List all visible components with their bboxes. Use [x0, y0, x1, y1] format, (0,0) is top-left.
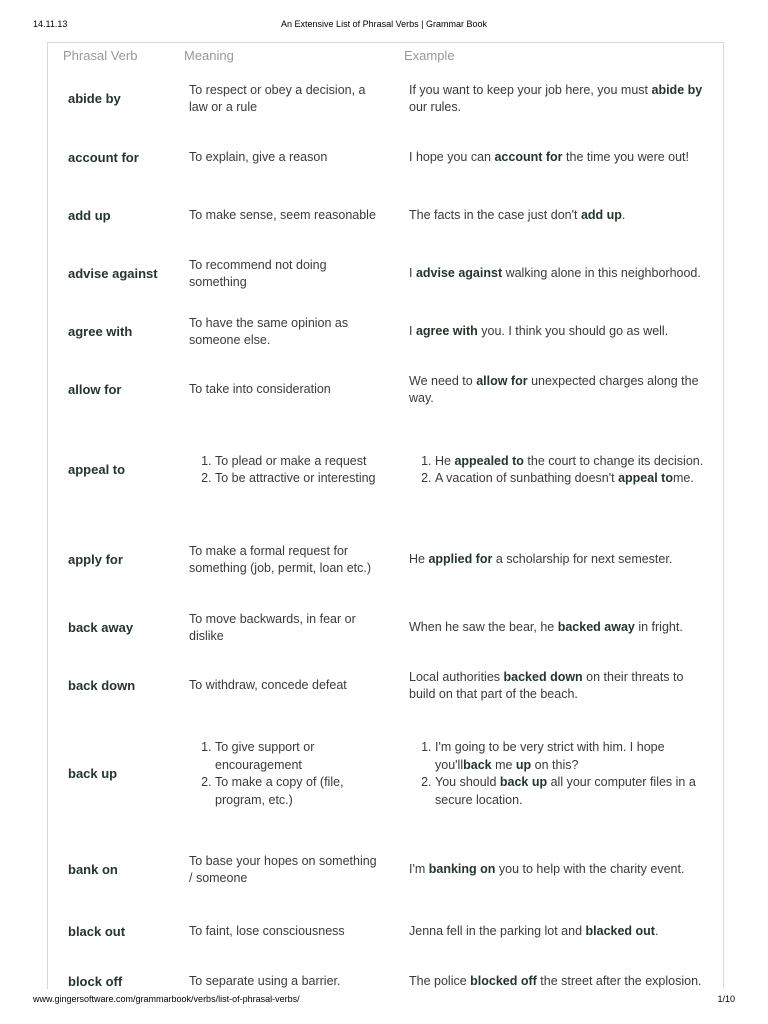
page-url: www.gingersoftware.com/grammarbook/verbs/list-of-phrasal-verbs/: [33, 994, 300, 1004]
example-text: you to help with the charity event.: [495, 862, 685, 877]
example-text: When he saw the bear, he: [409, 620, 558, 635]
meaning: To move backwards, in fear or dislike: [189, 611, 356, 643]
highlighted-phrasal-verb: banking on: [428, 862, 496, 877]
meaning: To make sense, seem reasonable: [189, 208, 376, 223]
table-header: [48, 43, 723, 71]
example-text: walking alone in this neighborhood.: [502, 266, 701, 281]
highlighted-phrasal-verb: applied for: [428, 552, 493, 567]
example-text: .: [654, 924, 659, 939]
table-row: [48, 71, 723, 127]
example-text: a scholarship for next semester.: [492, 552, 673, 567]
highlighted-phrasal-verb: blocked off: [470, 974, 537, 989]
meaning: [189, 715, 379, 833]
example: [409, 361, 709, 419]
highlighted-phrasal-verb: add up: [580, 208, 622, 223]
example-text: me.: [672, 471, 694, 485]
example-sentence: [409, 373, 709, 408]
phrasal-verb: back down: [68, 678, 136, 694]
page-number: 1/10: [717, 994, 735, 1004]
example-text: We need to: [409, 373, 477, 388]
highlighted-phrasal-verb: allow for: [476, 373, 528, 388]
example-list-item: [435, 739, 709, 774]
phrasal-verb: back away: [68, 620, 134, 636]
phrasal-verb: add up: [68, 208, 111, 224]
print-date: 14.11.13: [33, 19, 68, 29]
example-sentence: [409, 265, 701, 283]
meaning: To separate using a barrier.: [189, 974, 341, 989]
meaning: To explain, give a reason: [189, 150, 328, 165]
highlighted-phrasal-verb: appealed to: [454, 453, 524, 468]
table-row: [48, 129, 723, 187]
example-sentence: [409, 323, 668, 341]
example-text: The facts in the case just don't: [409, 208, 581, 223]
table-row: [48, 715, 723, 833]
meaning: To take into consideration: [189, 382, 331, 397]
table-row: [48, 361, 723, 419]
example-sentence: [409, 207, 625, 225]
meaning: To withdraw, concede defeat: [189, 678, 347, 693]
print-footer: [0, 994, 768, 1014]
column-header-phrasal-verb: Phrasal Verb: [63, 48, 138, 63]
example-text: on this?: [531, 757, 579, 772]
example-text: I: [409, 266, 416, 281]
example: [409, 303, 709, 361]
example: [409, 715, 709, 833]
highlighted-phrasal-verb: backed down: [503, 669, 583, 684]
example-sentence: [409, 619, 683, 637]
example-text: me: [491, 757, 516, 772]
example-text: Jenna fell in the parking lot and: [409, 924, 586, 939]
phrasal-verb: apply for: [68, 552, 123, 568]
example: [409, 187, 709, 245]
table-row: [48, 599, 723, 657]
phrasal-verb: appeal to: [68, 462, 126, 478]
example-sentence: [409, 669, 709, 704]
phrasal-verb: abide by: [68, 91, 121, 107]
example-sentence: [409, 973, 702, 991]
example: [409, 521, 709, 599]
example-list-item: [435, 470, 703, 488]
table-row: [48, 521, 723, 599]
example-text: the street after the explosion.: [536, 974, 702, 989]
example-sentence: [409, 551, 672, 569]
highlighted-phrasal-verb: back up: [499, 775, 548, 789]
column-header-example: Example: [404, 48, 455, 63]
example: [409, 245, 709, 303]
meaning: To respect or obey a decision, a law or a rule: [189, 82, 366, 114]
example-text: unexpected charges along the way.: [409, 373, 699, 405]
highlighted-phrasal-verb: abide by: [651, 82, 703, 97]
phrasal-verb: bank on: [68, 862, 118, 878]
highlighted-phrasal-verb: agree with: [415, 324, 478, 339]
example-text: on their threats to build on that part of the beach.: [409, 669, 684, 701]
highlighted-phrasal-verb: back: [463, 757, 492, 772]
example-text: If you want to keep your job here, you must: [409, 82, 652, 97]
example-list-item: [435, 453, 703, 471]
example-text: our rules.: [409, 100, 462, 114]
meaning: [189, 419, 379, 521]
example-sentence: [409, 82, 709, 117]
example-text: He: [435, 453, 455, 468]
example-text: you. I think you should go as well.: [477, 324, 669, 339]
column-header-meaning: Meaning: [184, 48, 234, 63]
phrasal-verb: agree with: [68, 324, 133, 340]
example-text: the time you were out!: [562, 150, 689, 165]
meaning-list-item: 2. To make a copy of (file, program, etc.): [215, 774, 379, 809]
phrasal-verb: back up: [68, 766, 118, 782]
meaning-list-item: 2. To be attractive or interesting: [215, 470, 376, 488]
table-row: [48, 907, 723, 957]
meaning-list-item: 1. To give support or encouragement: [215, 739, 379, 774]
table-row: [48, 833, 723, 907]
example-text: A vacation of sunbathing doesn't: [435, 471, 619, 485]
meaning: To base your hopes on something / someone: [189, 853, 377, 885]
example-text: I hope you can: [409, 150, 495, 165]
table-row: [48, 419, 723, 521]
phrasal-verb: account for: [68, 150, 139, 166]
example-text: .: [621, 208, 626, 223]
example: [409, 419, 709, 521]
table-row: [48, 303, 723, 361]
table-row: [48, 657, 723, 715]
example-text: I: [409, 324, 416, 339]
example-sentence: [409, 923, 658, 941]
table-row: [48, 187, 723, 245]
highlighted-phrasal-verb: blacked out: [585, 924, 655, 939]
example-text: You should: [435, 775, 500, 789]
highlighted-phrasal-verb: up: [515, 757, 532, 772]
example: [409, 71, 709, 127]
example: [409, 657, 709, 715]
example-sentence: [409, 149, 689, 167]
example-text: I'm going to be very strict with him. I hope you'll: [435, 740, 665, 772]
highlighted-phrasal-verb: backed away: [557, 620, 635, 635]
phrasal-verb: black out: [68, 924, 126, 940]
phrasal-verb: advise against: [68, 266, 158, 282]
example: [409, 833, 709, 907]
example-text: The police: [409, 974, 471, 989]
meaning-list-item: 1. To plead or make a request: [215, 453, 376, 471]
highlighted-phrasal-verb: appeal to: [618, 471, 673, 485]
page-title: An Extensive List of Phrasal Verbs | Grammar Book: [281, 19, 487, 29]
meaning: To recommend not doing something: [189, 257, 327, 289]
phrasal-verb: block off: [68, 974, 123, 990]
meaning: To make a formal request for something (job, permit, loan etc.): [189, 543, 372, 575]
example-sentence: [409, 861, 684, 879]
example-text: I'm: [409, 862, 429, 877]
meaning: To have the same opinion as someone else.: [189, 315, 349, 347]
example: [409, 599, 709, 657]
example-text: He: [409, 552, 429, 567]
example-text: all your computer files in a secure location.: [435, 775, 696, 807]
example: [409, 129, 709, 187]
phrasal-verbs-table: [47, 42, 724, 989]
example-list-item: [435, 774, 709, 809]
print-header: [0, 0, 768, 40]
phrasal-verb: allow for: [68, 382, 122, 398]
example-text: in fright.: [634, 620, 683, 635]
example: [409, 907, 709, 957]
meaning: To faint, lose consciousness: [189, 924, 345, 939]
example-text: Local authorities: [409, 669, 504, 684]
table-row: [48, 245, 723, 303]
example-text: the court to change its decision.: [523, 453, 704, 468]
highlighted-phrasal-verb: advise against: [415, 266, 503, 281]
highlighted-phrasal-verb: account for: [494, 150, 563, 165]
